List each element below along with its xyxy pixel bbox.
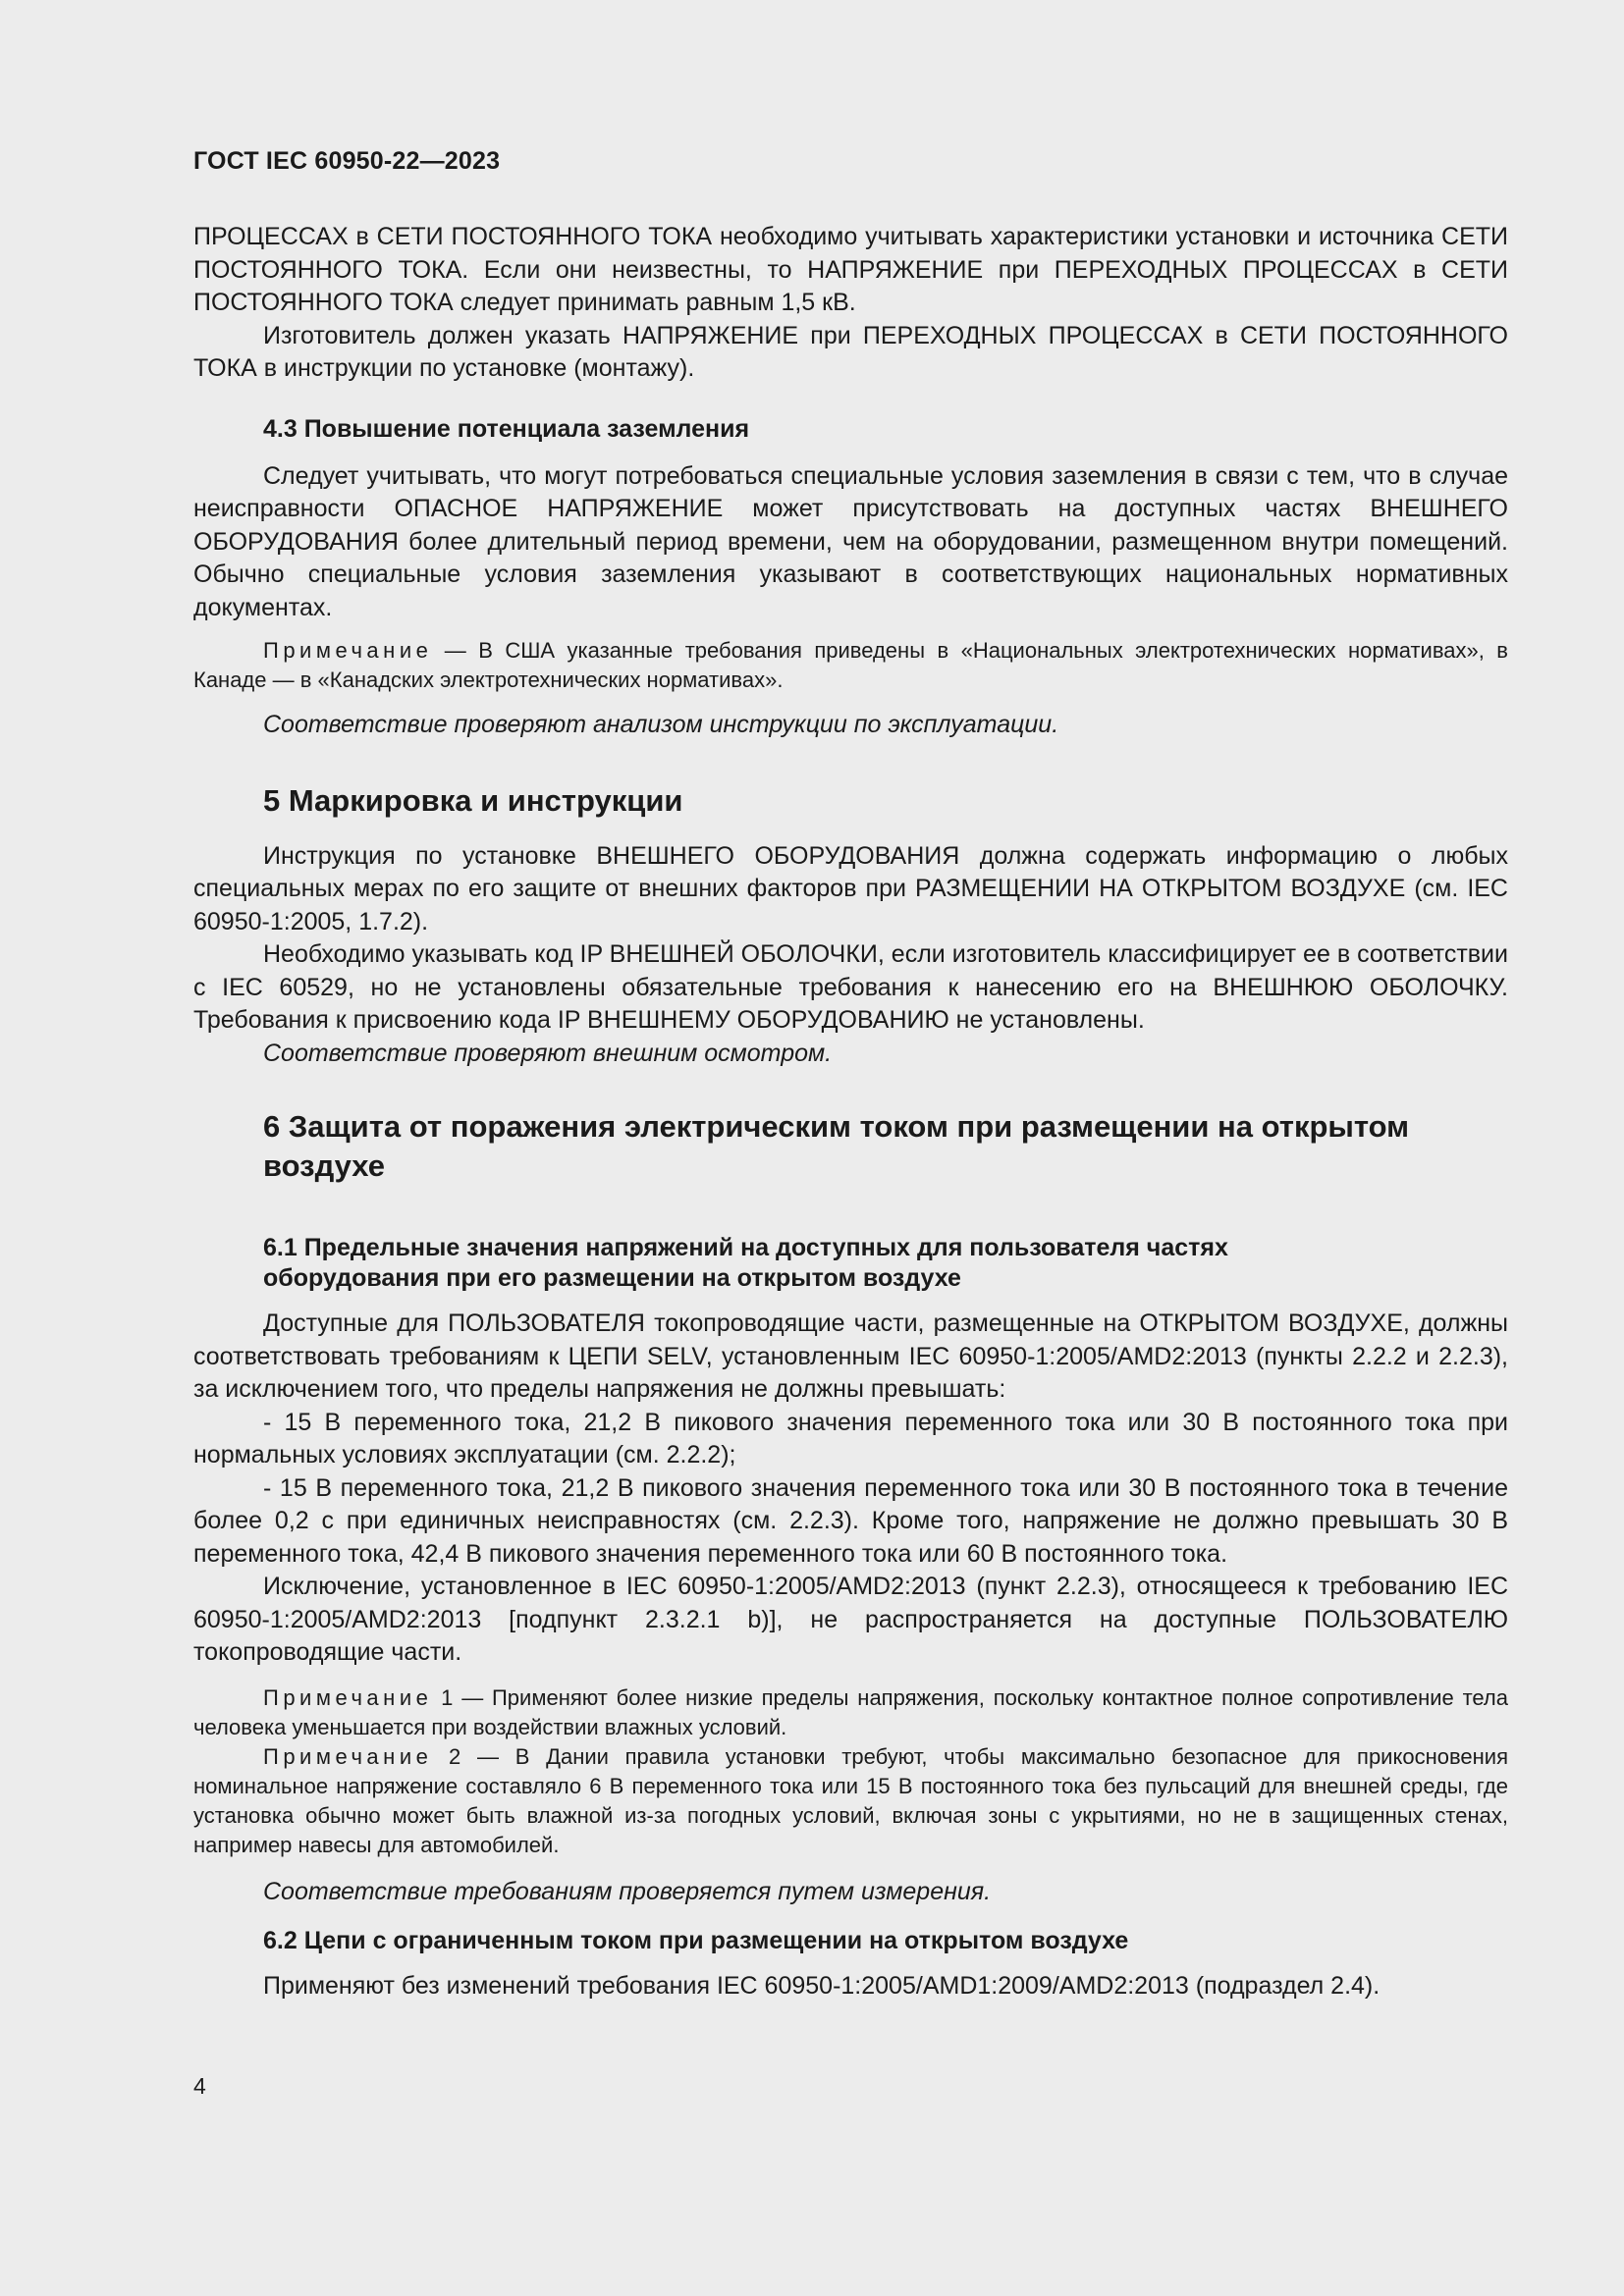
compliance-statement: Соответствие требованиям проверяется путем измерения.: [263, 1877, 992, 1905]
heading-line: 6.1 Предельные значения напряжений на доступных для пользователя частях: [263, 1234, 1228, 1261]
note: [193, 636, 1508, 695]
paragraph: Инструкция по установке ВНЕШНЕГО ОБОРУДОВАНИЯ должна содержать информацию о любых специальных мерах по его защите от внешних факторов при РАЗМЕЩЕНИИ НА ОТКРЫТОМ ВОЗДУХЕ (см. IEC 60950-1:2005, 1.7.2).: [193, 841, 1508, 935]
note: [193, 1742, 1508, 1860]
note-text: 1 — Применяют более низкие пределы напряжения, поскольку контактное полное сопротивление тела человека уменьшается при воздействии влажных условий.: [193, 1684, 1508, 1739]
page-number: 4: [193, 2073, 206, 2099]
paragraph: Изготовитель должен указать НАПРЯЖЕНИЕ при ПЕРЕХОДНЫХ ПРОЦЕССАХ в СЕТИ ПОСТОЯННОГО ТОКА в инструкции по установке (монтажу).: [193, 321, 1508, 382]
paragraph: Исключение, установленное в IEC 60950-1:2005/AMD2:2013 (пункт 2.2.3), относящееся к требованию IEC 60950-1:2005/AMD2:2013 [подпункт 2.3.2.1 b)], не распространяется на доступные ПОЛЬЗОВАТЕЛЮ токопроводящие части.: [193, 1573, 1508, 1666]
section-4-3-heading: 4.3 Повышение потенциала заземления: [263, 414, 750, 443]
section-6-1-heading: [193, 1233, 1508, 1294]
heading-line: оборудования при его размещении на открытом воздухе: [263, 1264, 961, 1292]
compliance-statement: Соответствие проверяют анализом инструкции по эксплуатации.: [263, 711, 1059, 738]
list-item: - 15 В переменного тока, 21,2 В пикового значения переменного тока или 30 В постоянного тока при нормальных условиях эксплуатации (см. 2.2.2);: [193, 1408, 1508, 1468]
paragraph: Необходимо указывать код IP ВНЕШНЕЙ ОБОЛОЧКИ, если изготовитель классифицирует ее в соответствии с IEC 60529, но не установлены обязательные требования к нанесению его на ВНЕШНЮЮ ОБОЛОЧКУ. Требования к присвоению кода IP ВНЕШНЕМУ ОБОРУДОВАНИЮ не установлены.: [193, 940, 1508, 1034]
paragraph: Доступные для ПОЛЬЗОВАТЕЛЯ токопроводящие части, размещенные на ОТКРЫТОМ ВОЗДУХЕ, должны соответствовать требованиям к ЦЕПИ SELV, установленным IEC 60950-1:2005/AMD2:2013 (пункты 2.2.2 и 2.2.3), за исключением того, что пределы напряжения не должны превышать:: [193, 1309, 1508, 1403]
compliance-statement: Соответствие проверяют внешним осмотром.: [263, 1039, 833, 1067]
note-label: Примечание: [263, 638, 433, 663]
heading-line: 6 Защита от поражения электрическим током при размещении на открытом: [263, 1109, 1410, 1144]
note-text: 2 — В Дании правила установки требуют, чтобы максимально безопасное для прикосновения номинальное напряжение составляло 6 В переменного тока или 15 В постоянного тока без пульсаций для внешней среды, где установка обычно может быть влажной из-за погодных условий, включая зоны с укрытиями, но не в защищенных стенах, например навесы для автомобилей.: [193, 1743, 1508, 1857]
note-label: Примечание: [263, 1684, 433, 1710]
document-code-header: ГОСТ IEC 60950-22—2023: [193, 147, 501, 175]
section-5-heading: 5 Маркировка и инструкции: [263, 782, 683, 818]
note-text: — В США указанные требования приведены в «Национальных электротехнических нормативах», в Канаде — в «Канадских электротехнических нормативах».: [193, 638, 1508, 692]
paragraph: ПРОЦЕССАХ в СЕТИ ПОСТОЯННОГО ТОКА необходимо учитывать характеристики установки и источника СЕТИ ПОСТОЯННОГО ТОКА. Если они неизвестны, то НАПРЯЖЕНИЕ при ПЕРЕХОДНЫХ ПРОЦЕССАХ в СЕТИ ПОСТОЯННОГО ТОКА следует принимать равным 1,5 кВ.: [193, 223, 1508, 316]
note-label: Примечание: [263, 1743, 433, 1769]
paragraph: Применяют без изменений требования IEC 60950-1:2005/AMD1:2009/AMD2:2013 (подраздел 2.4).: [263, 1972, 1380, 2000]
list-item: - 15 В переменного тока, 21,2 В пикового значения переменного тока или 30 В постоянного тока в течение более 0,2 с при единичных неисправностях (см. 2.2.3). Кроме того, напряжение не должно превышать 30 В переменного тока, 42,4 В пикового значения переменного тока или 60 В постоянного тока.: [193, 1473, 1508, 1568]
note: [193, 1683, 1508, 1742]
paragraph: Следует учитывать, что могут потребоваться специальные условия заземления в связи с тем, что в случае неисправности ОПАСНОЕ НАПРЯЖЕНИЕ может присутствовать на доступных частях ВНЕШНЕГО ОБОРУДОВАНИЯ более длительный период времени, чем на оборудовании, размещенном внутри помещений. Обычно специальные условия заземления указывают в соответствующих национальных нормативных документах.: [193, 461, 1508, 621]
heading-line: воздухе: [263, 1148, 385, 1183]
section-6-2-heading: 6.2 Цепи с ограниченным током при размещении на открытом воздухе: [263, 1927, 1129, 1954]
section-6-heading: [193, 1107, 1508, 1186]
